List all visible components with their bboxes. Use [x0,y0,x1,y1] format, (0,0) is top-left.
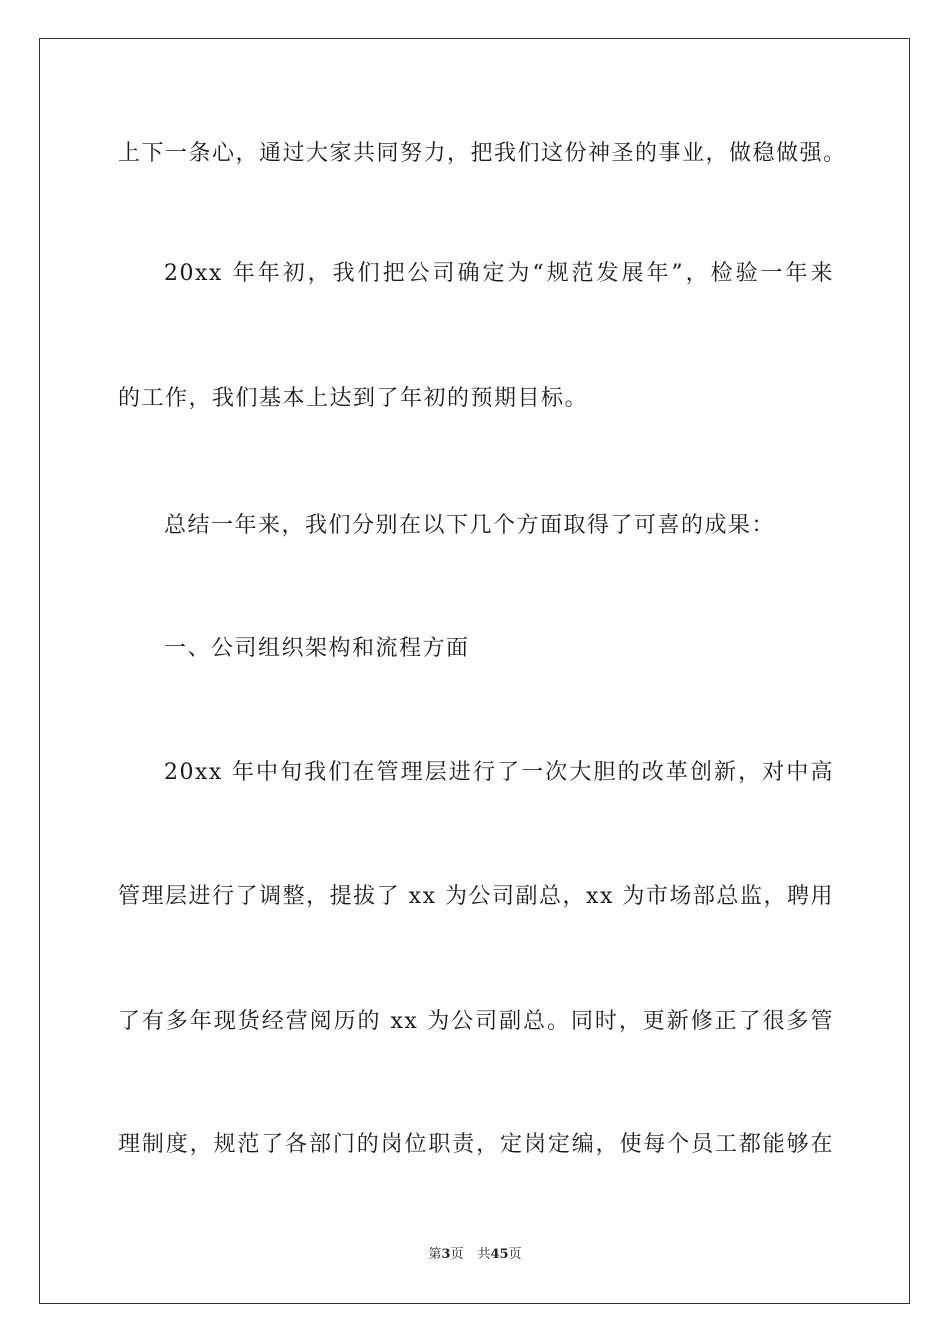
total-pages: 45 [490,1247,509,1262]
text-line-6: 20xx 年中旬我们在管理层进行了一次大胆的改革创新，对中高 [164,760,834,785]
total-suffix: 页 [508,1247,522,1262]
page-suffix: 页 [450,1247,464,1262]
page-number: 3 [441,1247,451,1262]
page-border [39,38,910,1304]
text-line-3: 的工作，我们基本上达到了年初的预期目标。 [118,386,589,411]
text-line-7: 管理层进行了调整，提拔了 xx 为公司副总，xx 为市场部总监，聘用 [118,884,834,909]
section-heading-1: 一、公司组织架构和流程方面 [164,636,470,661]
page-prefix: 第 [428,1247,442,1262]
page-footer [0,1246,950,1264]
text-line-8: 了有多年现货经营阅历的 xx 为公司副总。同时，更新修正了很多管 [118,1009,834,1034]
text-line-9: 理制度，规范了各部门的岗位职责，定岗定编，使每个员工都能够在 [118,1132,834,1157]
text-line-4: 总结一年来，我们分别在以下几个方面取得了可喜的成果： [164,513,776,538]
text-line-1: 上下一条心，通过大家共同努力，把我们这份神圣的事业，做稳做强。 [118,141,847,166]
total-prefix: 共 [477,1247,491,1262]
text-line-2: 20xx 年年初，我们把公司确定为“规范发展年”，检验一年来 [164,261,834,286]
